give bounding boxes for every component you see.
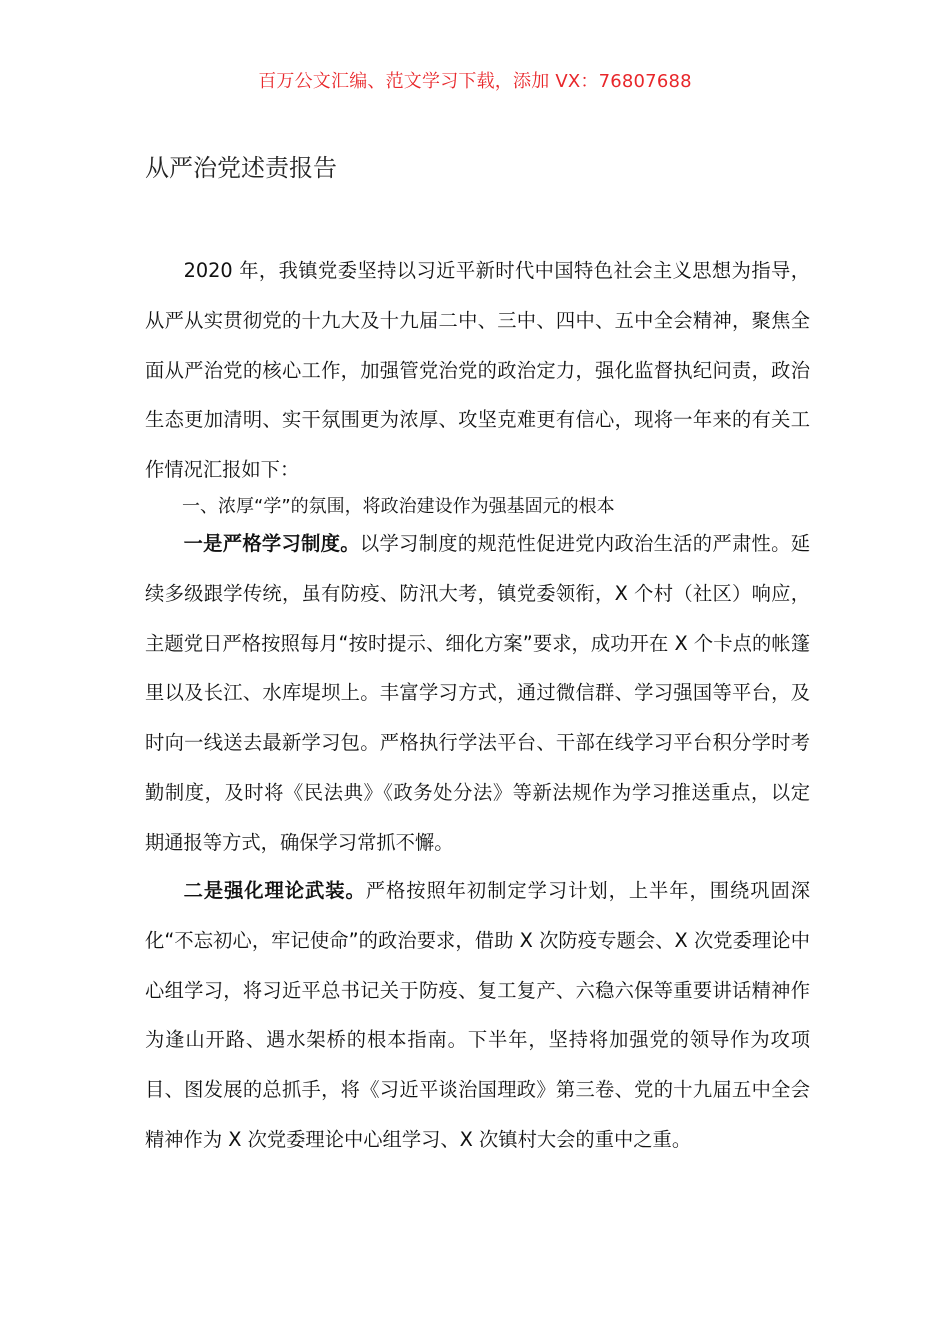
watermark-banner: 百万公文汇编、范文学习下载，添加 VX：76807688: [258, 71, 692, 92]
item-1-lead: 一是严格学习制度。: [183, 532, 360, 555]
item-2-paragraph: [145, 866, 810, 1165]
section-heading-1: 一、浓厚“学”的氛围，将政治建设作为强基固元的根本: [182, 496, 615, 517]
item-2-lead: 二是强化理论武装。: [183, 879, 366, 902]
intro-paragraph: 2020 年，我镇党委坚持以习近平新时代中国特色社会主义思想为指导，从严从实贯彻党的十九大及十九届二中、三中、四中、五中全会精神，聚焦全面从严治党的核心工作，加强管党治党的政治定力，强化监督执纪问责，政治生态更加清明、实干氛围更为浓厚、攻坚克难更有信心，现将一年来的有关工作情况汇报如下：: [145, 259, 810, 482]
item-1-body: 以学习制度的规范性促进党内政治生活的严肃性。延续多级跟学传统，虽有防疫、防汛大考，镇党委领衔，X 个村（社区）响应，主题党日严格按照每月“按时提示、细化方案”要求，成功开在 X 个卡点的帐篷里以及长江、水库堤坝上。丰富学习方式，通过微信群、学习强国等平台，及时向一线送去最新学习包。严格执行学法平台、干部在线学习平台积分学时考勤制度，及时将《民法典》《政务处分法》等新法规作为学习推送重点，以定期通报等方式，确保学习常抓不懈。: [145, 532, 811, 854]
document-title: 从严治党述责报告: [145, 154, 337, 183]
item-1-paragraph: [145, 519, 810, 868]
item-2-body: 严格按照年初制定学习计划，上半年，围绕巩固深化“不忘初心，牢记使命”的政治要求，借助 X 次防疫专题会、X 次党委理论中心组学习，将习近平总书记关于防疫、复工复产、六稳六保等重要讲话精神作为逢山开路、遇水架桥的根本指南。下半年，坚持将加强党的领导作为攻项目、图发展的总抓手，将《习近平谈治国理政》第三卷、党的十九届五中全会精神作为 X 次党委理论中心组学习、X 次镇村大会的重中之重。: [145, 879, 811, 1151]
